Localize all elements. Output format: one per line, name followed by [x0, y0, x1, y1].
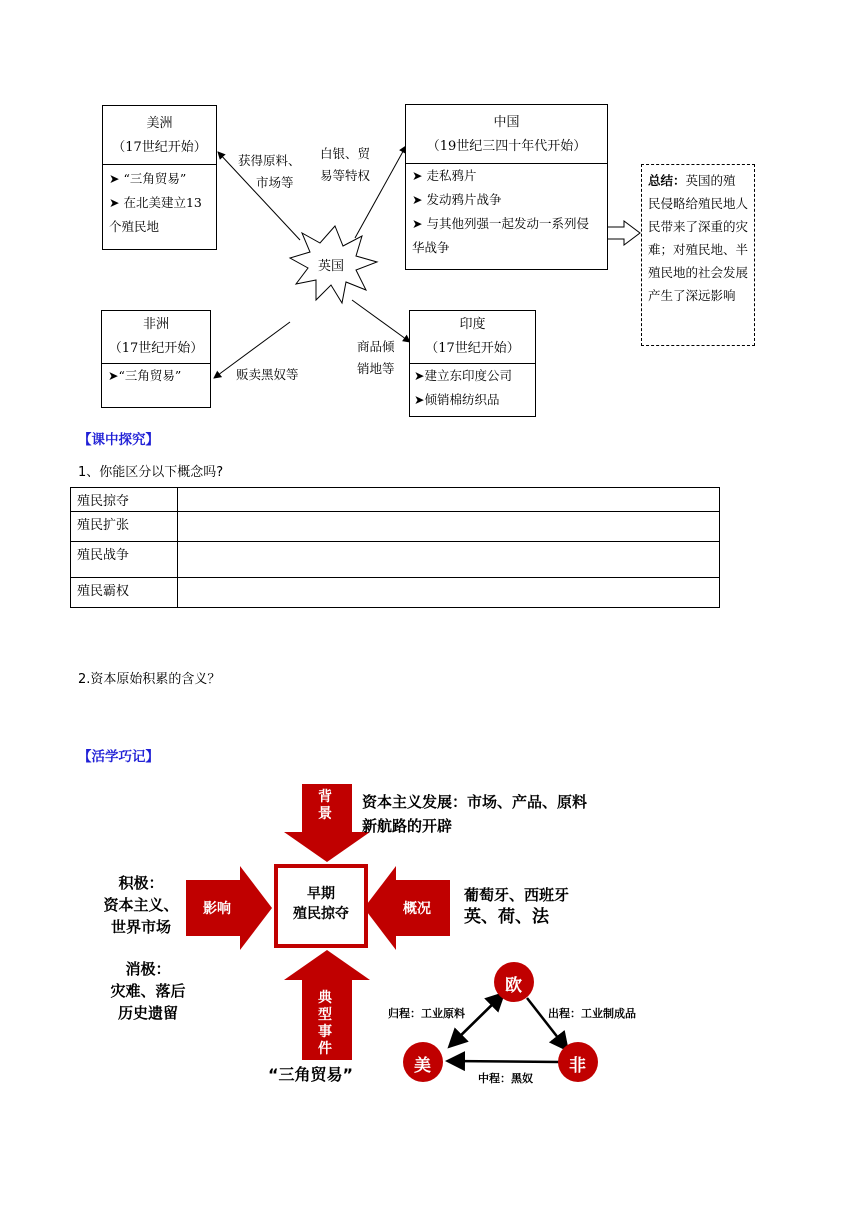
middle-leg-label: 中程：黑奴 [478, 1072, 533, 1085]
question-1: 1、你能区分以下概念吗? [78, 465, 224, 480]
bottom-arrow-label: 典型事件 [318, 990, 332, 1057]
table-row [71, 512, 720, 542]
triangle-trade-caption: “三角贸易” [268, 1065, 354, 1084]
china-items [406, 163, 607, 266]
india-title: 印度 [459, 317, 486, 332]
summary-arrow-shape [607, 221, 640, 245]
list-item: ➤ 与其他列强一起发动一系列侵华战争 [412, 216, 589, 255]
india-items [410, 363, 535, 412]
answer-cell[interactable] [178, 488, 720, 512]
concept-cell: 殖民扩张 [71, 512, 178, 542]
list-item: ➤“三角贸易” [108, 368, 182, 383]
center-node-label: 英国 [318, 259, 345, 274]
america-items [103, 164, 216, 245]
concept-cell: 殖民霸权 [71, 578, 178, 608]
america-period: （17世纪开始） [112, 140, 207, 155]
return-leg-label: 归程：工业原料 [388, 1007, 465, 1020]
list-item: ➤倾销棉纺织品 [414, 392, 500, 407]
summary-box [641, 164, 755, 346]
table-row [71, 542, 720, 578]
list-item: ➤建立东印度公司 [414, 368, 512, 383]
concepts-table [70, 487, 720, 608]
section-title-memory: 【活学巧记】 [78, 749, 159, 765]
top-arrow-label: 背景 [318, 789, 332, 822]
america-node-label: 美 [414, 1056, 431, 1076]
summary-text: 英国的殖民侵略给殖民地人民带来了深重的灾难；对殖民地、半殖民地的社会发展产生了深远影响 [648, 173, 749, 303]
concept-cell: 殖民战争 [71, 542, 178, 578]
africa-node-label: 非 [569, 1056, 586, 1076]
america-link-label: 获得原料、 市场等 [238, 153, 301, 190]
india-box [409, 310, 536, 417]
china-link-label: 白银、贸 易等特权 [320, 146, 371, 183]
left-arrow-label: 影响 [203, 901, 231, 917]
europe-node-label: 欧 [505, 976, 522, 996]
list-item: ➤ 发动鸦片战争 [412, 192, 502, 207]
india-period: （17世纪开始） [425, 341, 520, 356]
positive-impact: 积极： 资本主义、 世界市场 [103, 874, 179, 936]
answer-cell[interactable] [178, 578, 720, 608]
list-item: ➤ 走私鸦片 [412, 168, 477, 183]
right-arrow-label: 概况 [403, 901, 431, 917]
america-box [102, 105, 217, 250]
india-link-label: 商品倾 销地等 [357, 339, 395, 376]
china-title: 中国 [493, 115, 520, 130]
list-item: ➤ “三角贸易” [109, 171, 187, 186]
africa-period: （17世纪开始） [108, 341, 204, 356]
question-2: 2.资本原始积累的含义？ [78, 672, 221, 687]
center-label: 早期 殖民掠夺 [293, 886, 349, 922]
list-item: ➤ 在北美建立13个殖民地 [109, 195, 202, 234]
table-row [71, 488, 720, 512]
concept-cell: 殖民掠夺 [71, 488, 178, 512]
africa-box [101, 310, 211, 408]
outbound-leg-label: 出程：工业制成品 [548, 1007, 636, 1020]
china-period: （19世纪三四十年代开始） [426, 139, 587, 154]
negative-impact: 消极： 灾难、落后 历史遗留 [110, 960, 186, 1022]
china-box [405, 104, 608, 270]
table-row [71, 578, 720, 608]
section-title-explore: 【课中探究】 [78, 432, 159, 448]
america-title: 美洲 [146, 116, 173, 131]
africa-link-label: 贩卖黑奴等 [236, 367, 299, 382]
answer-cell[interactable] [178, 512, 720, 542]
overview-text: 葡萄牙、西班牙 英、荷、法 [464, 886, 570, 927]
answer-cell[interactable] [178, 542, 720, 578]
africa-items [102, 363, 210, 394]
africa-title: 非洲 [142, 317, 169, 332]
summary-prefix: 总结： [648, 173, 686, 188]
background-text: 资本主义发展：市场、产品、原料 新航路的开辟 [362, 793, 588, 835]
